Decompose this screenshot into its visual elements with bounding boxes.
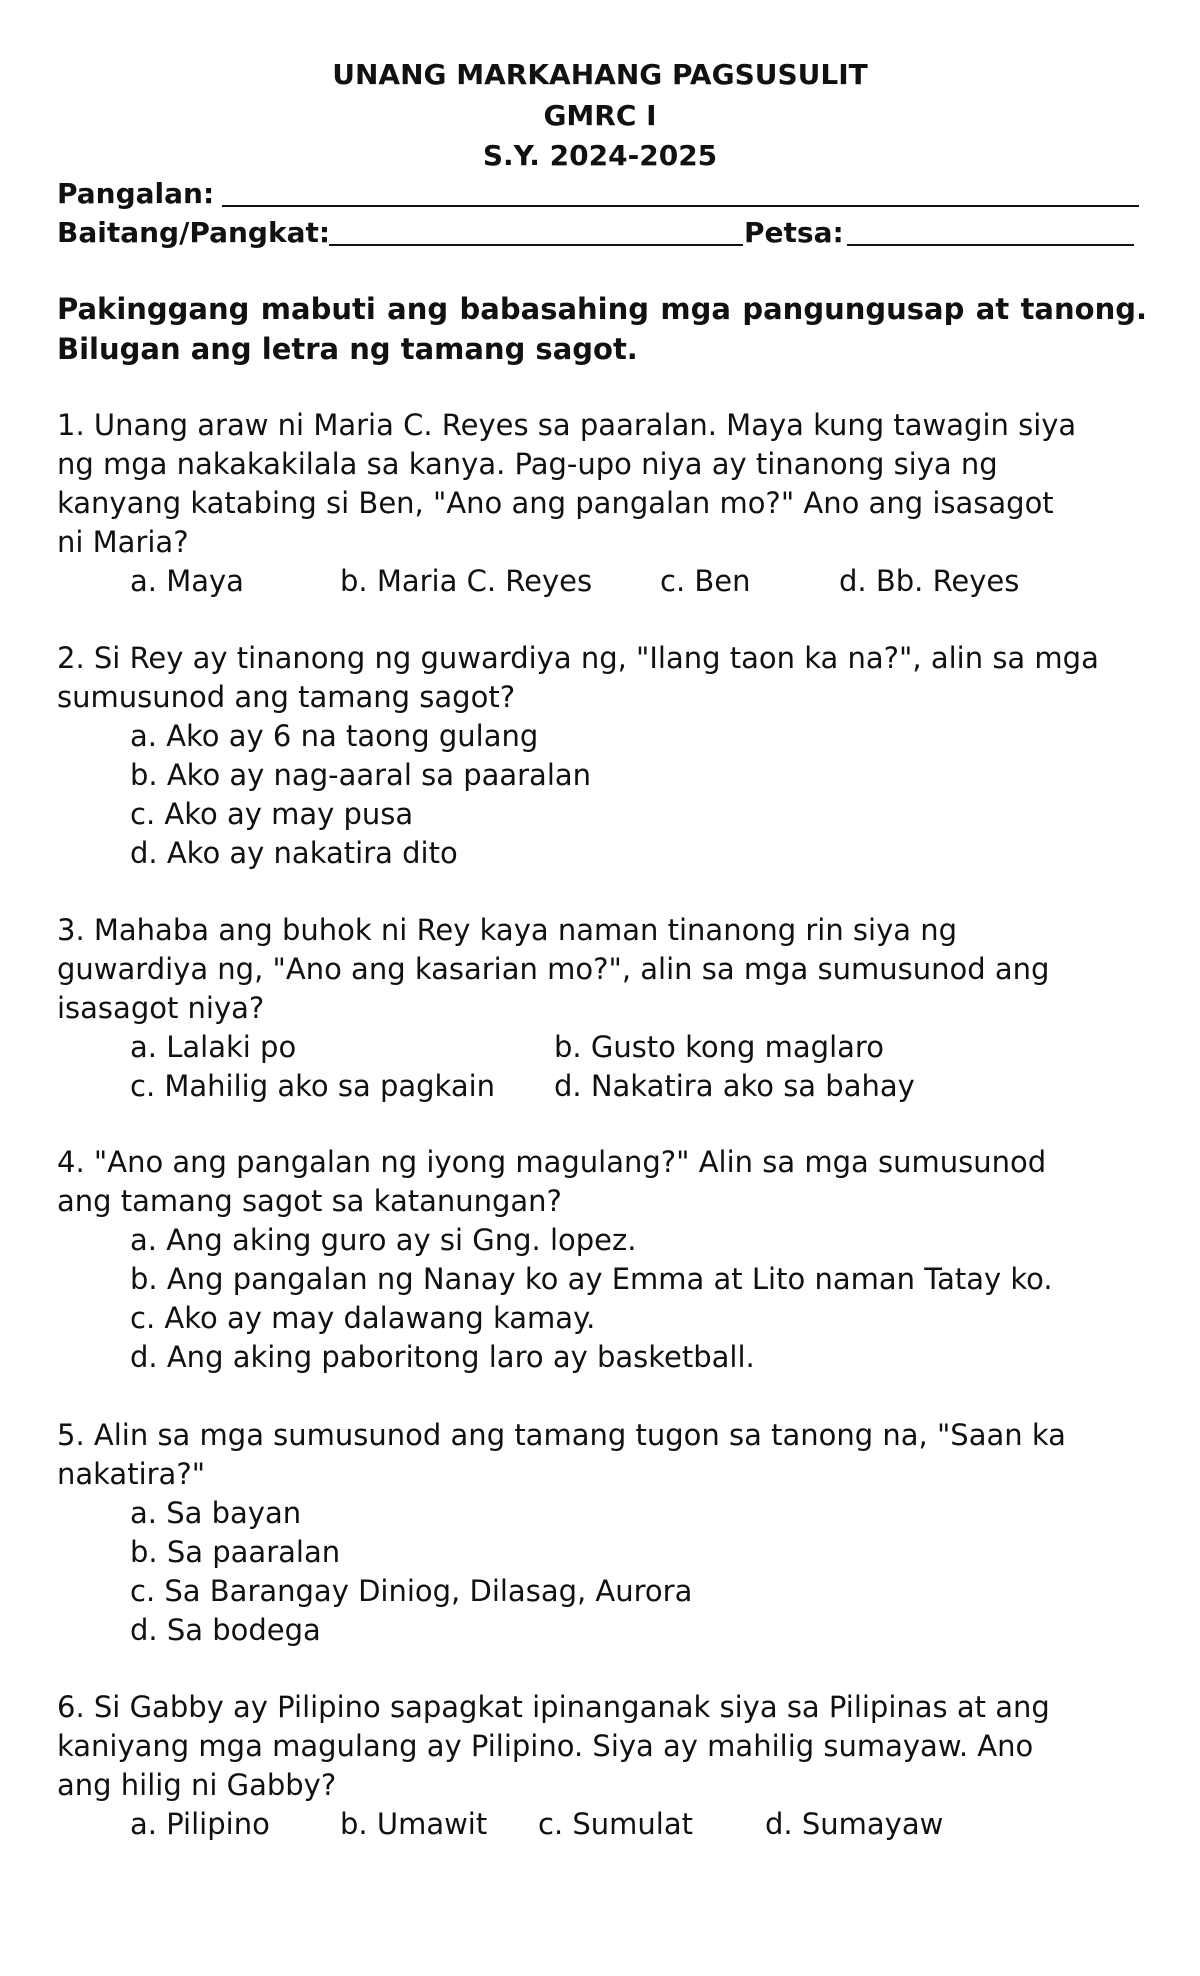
- question-2-choice-b[interactable]: b. Ako ay nag-aaral sa paaralan: [130, 758, 592, 792]
- date-field-label: Petsa:: [744, 216, 844, 249]
- question-1-choice-c[interactable]: c. Ben: [660, 564, 751, 598]
- question-3-line-1: 3. Mahaba ang buhok ni Rey kaya naman tinanong rin siya ng: [57, 913, 958, 947]
- question-6-choice-c[interactable]: c. Sumulat: [538, 1807, 693, 1841]
- question-2: [57, 639, 1157, 873]
- question-6-line-2: kaniyang mga magulang ay Pilipino. Siya ay mahilig sumayaw. Ano: [57, 1729, 1034, 1763]
- question-3-line-3: isasagot niya?: [57, 991, 265, 1025]
- question-4-line-2: ang tamang sagot sa katanungan?: [57, 1184, 562, 1218]
- question-1-choice-b[interactable]: b. Maria C. Reyes: [340, 564, 593, 598]
- question-5-choice-d[interactable]: d. Sa bodega: [130, 1613, 321, 1647]
- question-5: [57, 1416, 1157, 1650]
- question-2-choice-d[interactable]: d. Ako ay nakatira dito: [130, 836, 458, 870]
- school-year: S.Y. 2024-2025: [482, 139, 718, 172]
- question-4-choice-a[interactable]: a. Ang aking guro ay si Gng. lopez.: [130, 1223, 637, 1257]
- question-3-choice-d[interactable]: d. Nakatira ako sa bahay: [554, 1069, 915, 1103]
- question-2-choice-a[interactable]: a. Ako ay 6 na taong gulang: [130, 719, 539, 753]
- question-3-choice-a[interactable]: a. Lalaki po: [130, 1030, 297, 1064]
- question-3-choice-c[interactable]: c. Mahilig ako sa pagkain: [130, 1069, 496, 1103]
- question-5-choice-a[interactable]: a. Sa bayan: [130, 1496, 302, 1530]
- exam-title: UNANG MARKAHANG PAGSUSULIT: [332, 58, 868, 91]
- question-5-line-2: nakatira?": [57, 1457, 206, 1491]
- grade-section-field-label: Baitang/Pangkat:: [57, 216, 331, 249]
- subject-title: GMRC I: [543, 99, 657, 132]
- question-4: [57, 1143, 1157, 1377]
- question-4-choice-c[interactable]: c. Ako ay may dalawang kamay.: [130, 1301, 596, 1335]
- question-4-choice-b[interactable]: b. Ang pangalan ng Nanay ko ay Emma at Lito naman Tatay ko.: [130, 1262, 1053, 1296]
- question-6-choice-d[interactable]: d. Sumayaw: [765, 1807, 944, 1841]
- question-4-line-1: 4. "Ano ang pangalan ng iyong magulang?" Alin sa mga sumusunod: [57, 1145, 1047, 1179]
- question-1: [57, 406, 1157, 601]
- question-3: [57, 911, 1157, 1106]
- question-5-choice-c[interactable]: c. Sa Barangay Diniog, Dilasag, Aurora: [130, 1574, 693, 1608]
- question-2-line-1: 2. Si Rey ay tinanong ng guwardiya ng, "Ilang taon ka na?", alin sa mga: [57, 641, 1099, 675]
- question-1-choice-a[interactable]: a. Maya: [130, 564, 244, 598]
- instructions-line-1: Pakinggang mabuti ang babasahing mga pangungusap at tanong.: [57, 292, 1147, 326]
- question-1-line-4: ni Maria?: [57, 525, 189, 559]
- question-6-line-1: 6. Si Gabby ay Pilipino sapagkat ipinanganak siya sa Pilipinas at ang: [57, 1690, 1050, 1724]
- grade-section-field-blank[interactable]: [329, 244, 743, 246]
- question-2-choice-c[interactable]: c. Ako ay may pusa: [130, 797, 414, 831]
- question-5-choice-b[interactable]: b. Sa paaralan: [130, 1535, 341, 1569]
- question-3-choice-b[interactable]: b. Gusto kong maglaro: [554, 1030, 884, 1064]
- name-field-label: Pangalan:: [57, 177, 215, 210]
- question-1-line-2: ng mga nakakakilala sa kanya. Pag-upo niya ay tinanong siya ng: [57, 447, 998, 481]
- question-6-line-3: ang hilig ni Gabby?: [57, 1768, 337, 1802]
- instructions: [57, 289, 1147, 369]
- question-1-choice-d[interactable]: d. Bb. Reyes: [839, 564, 1020, 598]
- question-1-line-1: 1. Unang araw ni Maria C. Reyes sa paaralan. Maya kung tawagin siya: [57, 408, 1077, 442]
- question-2-line-2: sumusunod ang tamang sagot?: [57, 680, 516, 714]
- instructions-line-2: Bilugan ang letra ng tamang sagot.: [57, 332, 638, 366]
- question-3-line-2: guwardiya ng, "Ano ang kasarian mo?", alin sa mga sumusunod ang: [57, 952, 1050, 986]
- date-field-blank[interactable]: [847, 244, 1134, 246]
- question-1-line-3: kanyang katabing si Ben, "Ano ang pangalan mo?" Ano ang isasagot: [57, 486, 1054, 520]
- question-6-choice-b[interactable]: b. Umawit: [340, 1807, 488, 1841]
- question-5-line-1: 5. Alin sa mga sumusunod ang tamang tugon sa tanong na, "Saan ka: [57, 1418, 1066, 1452]
- question-6: [57, 1688, 1157, 1844]
- question-6-choice-a[interactable]: a. Pilipino: [130, 1807, 270, 1841]
- name-field-blank[interactable]: [222, 205, 1139, 207]
- question-4-choice-d[interactable]: d. Ang aking paboritong laro ay basketball.: [130, 1340, 755, 1374]
